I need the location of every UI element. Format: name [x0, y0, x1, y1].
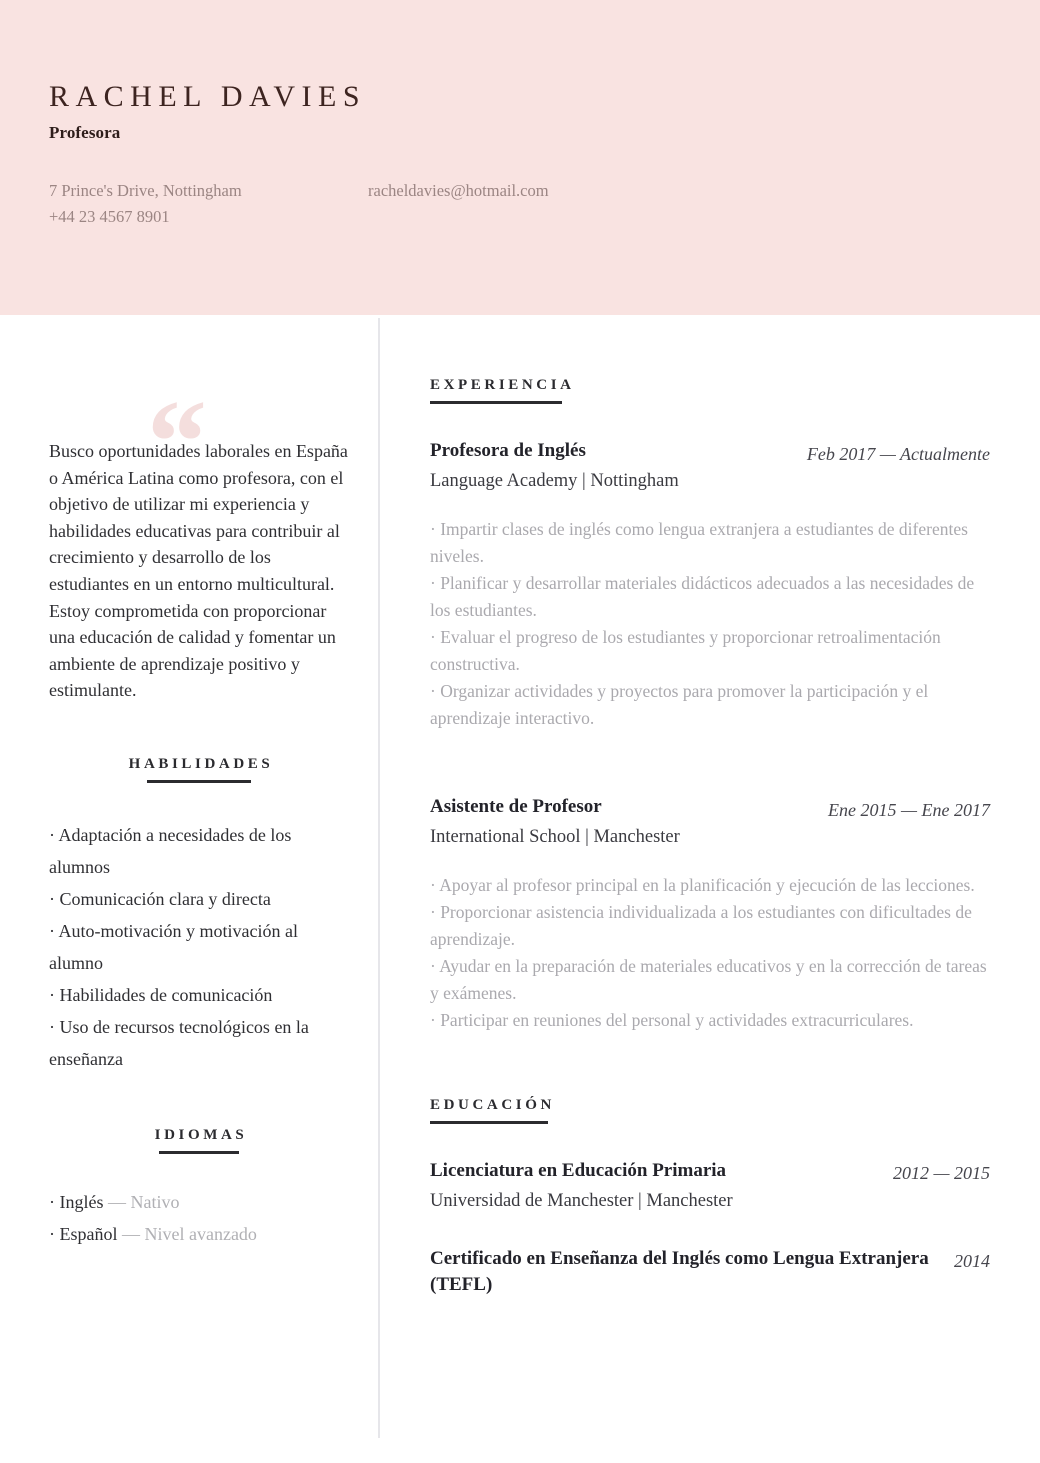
education-entry: [430, 1246, 990, 1298]
education-date-range: 2012 — 2015: [892, 1163, 990, 1183]
education-institution: Universidad de Manchester | Manchester: [430, 1191, 733, 1211]
experience-job-title: Profesora de Inglés: [430, 440, 586, 461]
experience-entry: [430, 438, 990, 732]
contact-column-left: [49, 178, 368, 230]
list-item: · Proporcionar asistencia individualizada a los estudiantes con dificultades de aprendizaje.: [430, 902, 972, 949]
education-section: [430, 1096, 990, 1298]
education-degree: Certificado en Enseñanza del Inglés como Lengua Extranjera (TEFL): [430, 1248, 929, 1295]
language-separator: —: [103, 1191, 131, 1212]
experience-entry: [430, 794, 990, 1034]
skills-heading: HABILIDADES: [128, 755, 274, 772]
list-item: · Apoyar al profesor principal en la planificación y ejecución de las lecciones.: [430, 875, 975, 895]
profile-summary: Busco oportunidades laborales en España o América Latina como profesora, con el objetivo de utilizar mi experiencia y habilidades educativas para contribuir al crecimiento y desarrollo de los estudiantes en un entorno multicultural. Estoy comprometida con proporcionar una educación de calidad y fomentar un ambiente de aprendizaje positivo y estimulante.: [49, 441, 348, 701]
languages-list: [49, 1186, 349, 1250]
education-degree: Licenciatura en Educación Primaria: [430, 1160, 727, 1181]
list-item: · Ayudar en la preparación de materiales educativos y en la corrección de tareas y exámenes.: [430, 956, 987, 1003]
experience-date-range: Ene 2015 — Ene 2017: [828, 800, 990, 820]
list-item: · Impartir clases de inglés como lengua extranjera a estudiantes de diferentes niveles.: [430, 519, 968, 566]
skills-heading-rule: [147, 780, 251, 783]
skills-section: [49, 756, 349, 1075]
language-separator: —: [117, 1223, 145, 1244]
list-item: · Participar en reuniones del personal y actividades extracurriculares.: [430, 1010, 914, 1030]
education-heading-rule: [430, 1121, 548, 1124]
list-item: · Habilidades de comunicación: [49, 984, 273, 1005]
list-item: · Uso de recursos tecnológicos en la enseñanza: [49, 1016, 309, 1069]
contact-email[interactable]: racheldavies@hotmail.com: [368, 181, 549, 200]
education-heading: EDUCACIÓN: [430, 1097, 555, 1113]
list-item: · Adaptación a necesidades de los alumnos: [49, 824, 292, 877]
skills-list: [49, 819, 349, 1075]
experience-date-range: Feb 2017 — Actualmente: [806, 444, 990, 464]
quote-mark-icon: “: [147, 375, 207, 508]
contact-column-right: [368, 178, 549, 204]
language-level: Nativo: [130, 1191, 180, 1212]
languages-section: [49, 1127, 349, 1250]
experience-organization: Language Academy | Nottingham: [430, 471, 679, 491]
list-item: [49, 1186, 349, 1218]
language-level: Nivel avanzado: [144, 1223, 257, 1244]
experience-bullets: [430, 516, 990, 732]
education-date-range: 2014: [954, 1251, 990, 1271]
languages-heading: IDIOMAS: [154, 1126, 248, 1143]
column-divider: [378, 318, 380, 1438]
education-entry: [430, 1158, 990, 1216]
job-role-subtitle: Profesora: [49, 123, 121, 142]
list-item: · Evaluar el progreso de los estudiantes y proporcionar retroalimentación constructiva.: [430, 627, 941, 674]
experience-heading: EXPERIENCIA: [430, 377, 575, 393]
language-name: · Español: [49, 1223, 118, 1244]
list-item: · Auto-motivación y motivación al alumno: [49, 920, 298, 973]
experience-bullets: [430, 872, 990, 1034]
list-item: [49, 1218, 349, 1250]
language-name: · Inglés: [49, 1191, 104, 1212]
contact-address: 7 Prince's Drive, Nottingham: [49, 181, 242, 200]
header-band: [0, 0, 1040, 315]
list-item: · Comunicación clara y directa: [49, 888, 271, 909]
contact-phone: +44 23 4567 8901: [49, 207, 170, 226]
experience-heading-rule: [430, 401, 562, 404]
page-title: RACHEL DAVIES: [49, 80, 367, 113]
experience-section: [430, 376, 990, 1034]
languages-heading-rule: [159, 1151, 239, 1154]
experience-organization: International School | Manchester: [430, 827, 680, 847]
sidebar: [49, 330, 349, 1250]
list-item: · Organizar actividades y proyectos para promover la participación y el aprendizaje interactivo.: [430, 681, 929, 728]
experience-job-title: Asistente de Profesor: [430, 796, 602, 817]
main-content: [430, 376, 990, 1298]
contact-info: [49, 178, 989, 230]
list-item: · Planificar y desarrollar materiales didácticos adecuados a las necesidades de los estudiantes.: [430, 573, 975, 620]
